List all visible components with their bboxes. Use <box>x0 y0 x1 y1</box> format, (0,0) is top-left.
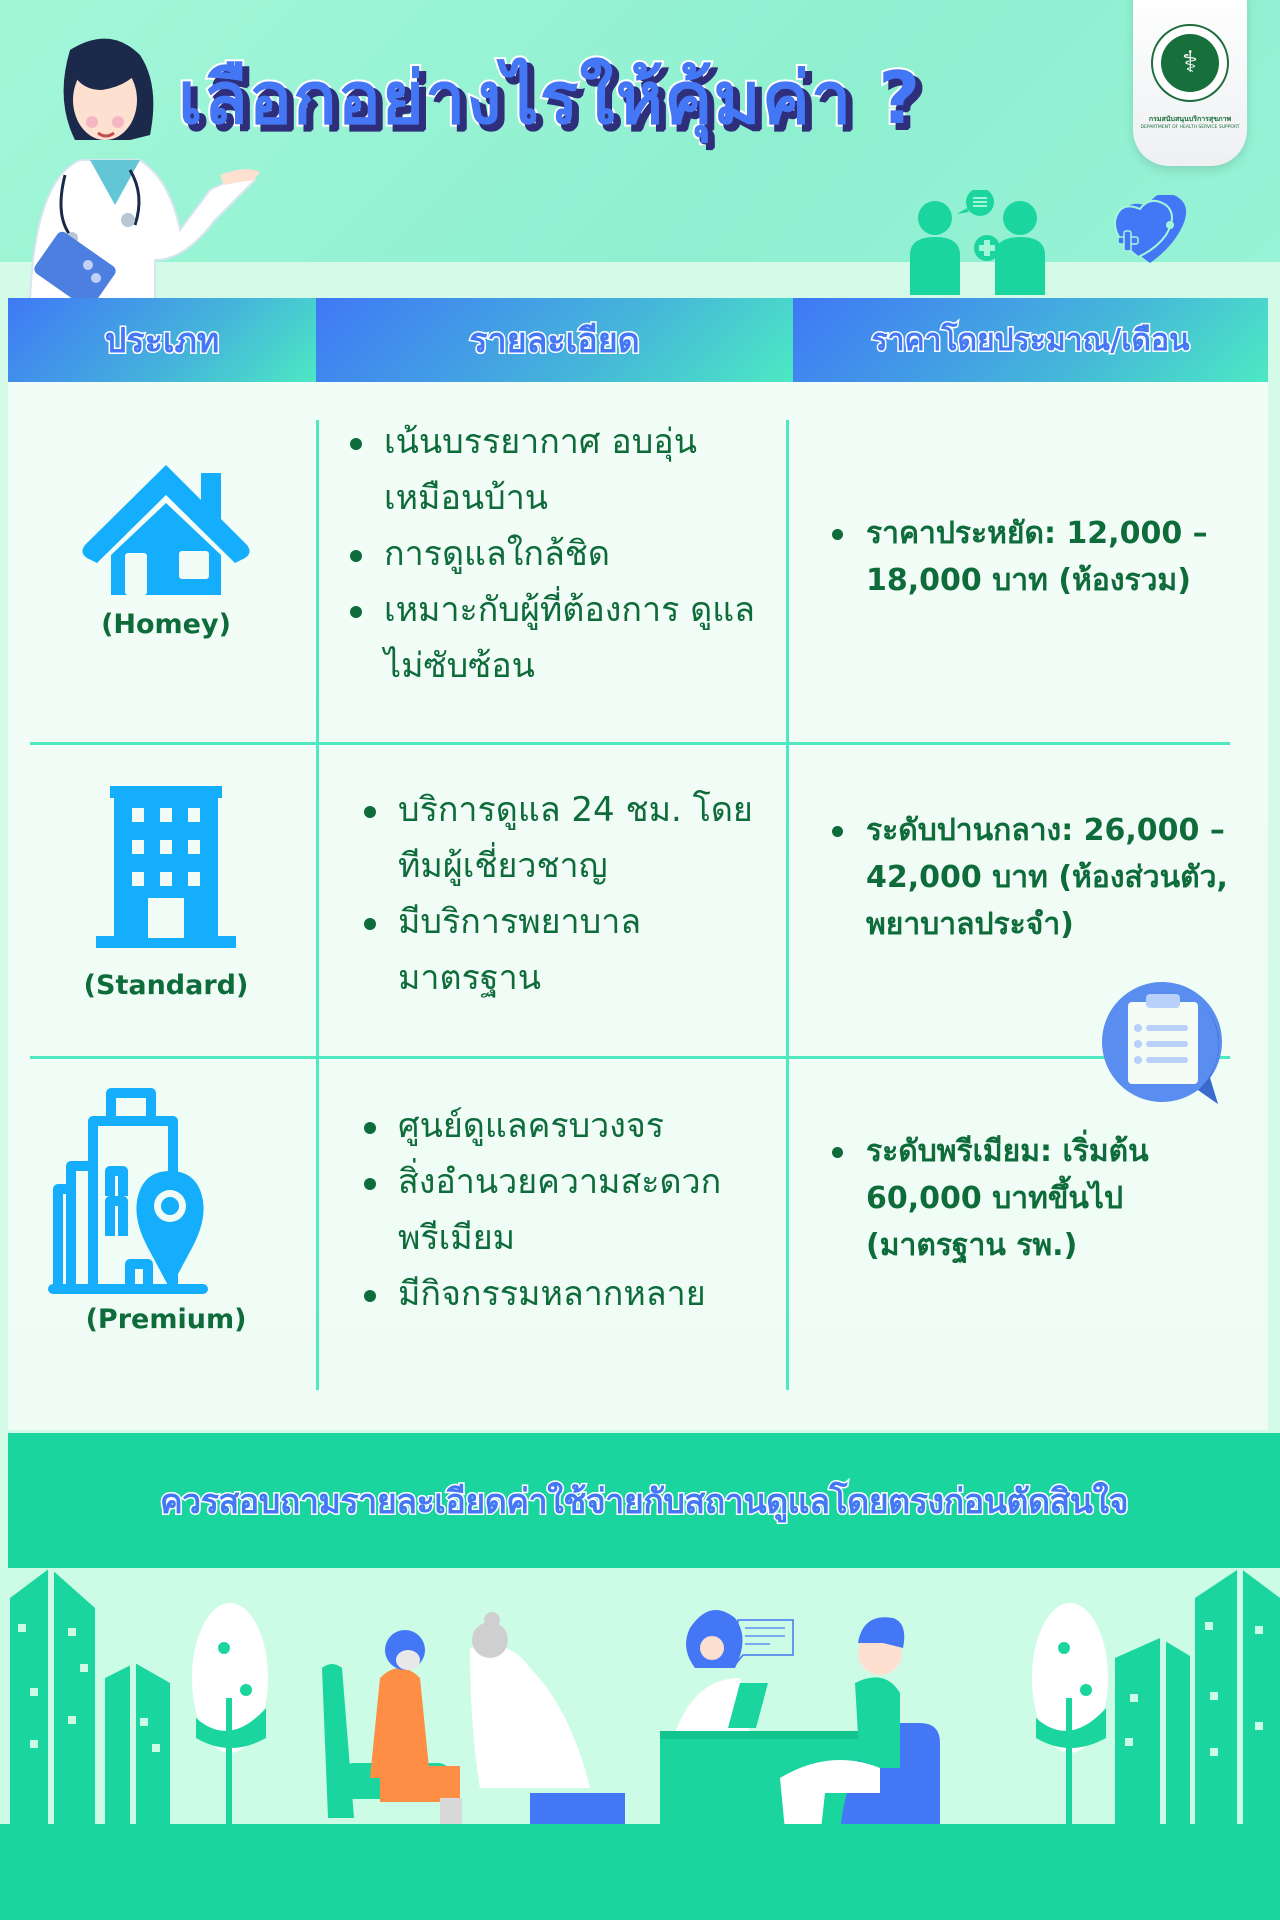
type-cell-premium <box>16 1086 316 1335</box>
ministry-logo <box>1133 0 1247 166</box>
heart-plus-icon <box>1110 195 1210 265</box>
detail-item: เน้นบรรยากาศ อบอุ่นเหมือนบ้าน <box>344 414 764 526</box>
row-divider <box>30 742 1230 745</box>
consultation-people-icon <box>905 190 1075 295</box>
house-icon <box>81 463 251 595</box>
price-text: ราคาประหยัด: 12,000 – 18,000 บาท (ห้องรวม) <box>826 510 1246 604</box>
building-icon <box>96 786 236 948</box>
logo-department-en: DEPARTMENT OF HEALTH SERVICE SUPPORT <box>1140 125 1240 130</box>
column-header-price: ราคาโดยประมาณ/เดือน <box>793 298 1268 382</box>
clipboard-chat-icon <box>1098 978 1228 1106</box>
logo-seal <box>1151 24 1229 102</box>
details-list <box>358 1098 778 1322</box>
column-header-type: ประเภท <box>8 298 316 382</box>
advice-banner <box>8 1433 1280 1568</box>
details-list <box>344 414 764 694</box>
type-cell-standard <box>16 786 316 1001</box>
building-location-icon <box>48 1086 208 1296</box>
price-text: ระดับปานกลาง: 26,000 – 42,000 บาท (ห้องส่วนตัว, พยาบาลประจำ) <box>826 807 1256 948</box>
price-text: ระดับพรีเมียม: เริ่มต้น 60,000 บาทขึ้นไป (มาตรฐาน รพ.) <box>826 1128 1226 1269</box>
page-title: เลือกอย่างไรให้คุ้มค่า ? <box>178 56 922 140</box>
row-divider <box>30 1056 1230 1059</box>
column-header-details: รายละเอียด <box>316 298 793 382</box>
column-divider <box>316 420 319 1390</box>
detail-item: การดูแลใกล้ชิด <box>344 526 764 582</box>
type-label: (Homey) <box>101 609 231 640</box>
details-list <box>358 782 778 1006</box>
table-header <box>8 298 1268 382</box>
type-label: (Standard) <box>83 970 249 1001</box>
type-label: (Premium) <box>85 1304 247 1335</box>
detail-item: เหมาะกับผู้ที่ต้องการ ดูแลไม่ซับซ้อน <box>344 582 764 694</box>
detail-item: มีกิจกรรมหลากหลาย <box>358 1266 778 1322</box>
detail-item: มีบริการพยาบาล มาตรฐาน <box>358 894 778 1006</box>
detail-item: บริการดูแล 24 ชม. โดยทีมผู้เชี่ยวชาญ <box>358 782 778 894</box>
detail-item: ศูนย์ดูแลครบวงจร <box>358 1098 778 1154</box>
ground <box>0 1824 1280 1920</box>
advice-text: ควรสอบถามรายละเอียดค่าใช้จ่ายกับสถานดูแลโดยตรงก่อนตัดสินใจ <box>159 1481 1129 1522</box>
header-band <box>0 0 1280 262</box>
logo-department-th: กรมสนับสนุนบริการสุขภาพ <box>1148 115 1232 123</box>
column-divider <box>786 420 789 1390</box>
type-cell-homey <box>16 463 316 640</box>
comparison-table <box>8 298 1268 1430</box>
bottom-illustration <box>0 1568 1280 1920</box>
detail-item: สิ่งอำนวยความสะดวก พรีเมียม <box>358 1154 778 1266</box>
caduceus-icon: ⚕ <box>1161 34 1219 92</box>
